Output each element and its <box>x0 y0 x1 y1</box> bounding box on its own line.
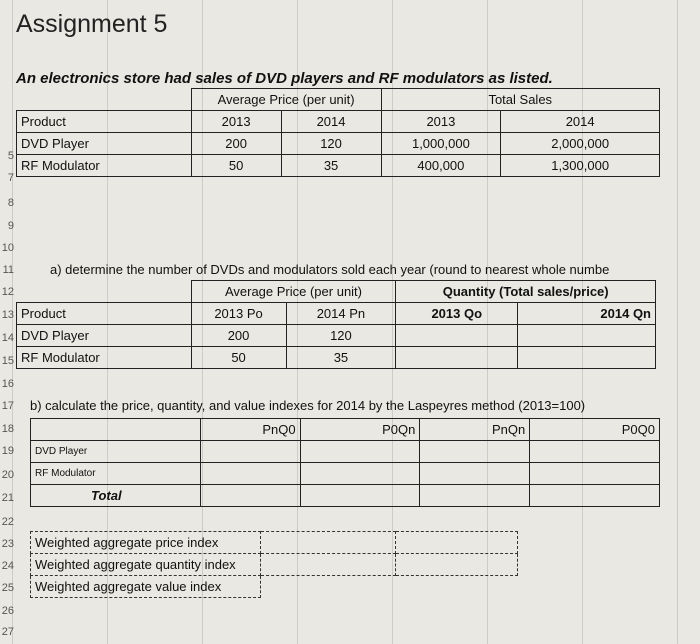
table-row <box>31 532 518 554</box>
p0q0-header[interactable]: P0Q0 <box>530 419 660 441</box>
quantity-table <box>16 280 656 369</box>
year-header[interactable]: 2014 <box>281 111 381 133</box>
table-row <box>31 554 518 576</box>
p0qn-header[interactable]: P0Qn <box>300 419 420 441</box>
index-cell[interactable] <box>396 554 518 576</box>
product-header[interactable]: Product <box>17 111 192 133</box>
row-number[interactable]: 21 <box>1 492 14 504</box>
table-row <box>31 463 660 485</box>
index-cell[interactable] <box>396 576 518 598</box>
index-label[interactable]: Weighted aggregate quantity index <box>31 554 261 576</box>
row-number[interactable]: 23 <box>1 538 14 550</box>
value-cell[interactable] <box>420 463 530 485</box>
value-cell[interactable] <box>420 485 530 507</box>
row-number[interactable]: 7 <box>7 172 14 184</box>
row-number[interactable]: 5 <box>7 150 14 162</box>
price-cell[interactable]: 50 <box>191 155 281 177</box>
row-number[interactable]: 8 <box>7 197 14 209</box>
index-cell[interactable] <box>260 554 396 576</box>
row-number[interactable]: 17 <box>1 400 14 412</box>
index-label[interactable]: Weighted aggregate value index <box>31 576 261 598</box>
total-label[interactable]: Total <box>31 485 201 507</box>
row-number[interactable]: 18 <box>1 423 14 435</box>
sales-table <box>16 88 660 177</box>
product-cell[interactable]: DVD Player <box>17 133 192 155</box>
table-row <box>17 347 656 369</box>
row-number[interactable]: 12 <box>1 286 14 298</box>
table-row <box>17 155 660 177</box>
product-cell[interactable]: RF Modulator <box>17 347 192 369</box>
row-number[interactable]: 14 <box>1 332 14 344</box>
pn-cell[interactable]: 35 <box>286 347 396 369</box>
table-row <box>31 485 660 507</box>
table-row <box>17 325 656 347</box>
product-cell[interactable]: DVD Player <box>17 325 192 347</box>
laspeyres-table <box>30 418 660 507</box>
row-number[interactable]: 9 <box>7 220 14 232</box>
year-header[interactable]: 2014 <box>501 111 660 133</box>
product-header[interactable]: Product <box>17 303 192 325</box>
value-cell[interactable] <box>530 441 660 463</box>
qn-cell[interactable] <box>518 347 656 369</box>
pnq0-header[interactable]: PnQ0 <box>200 419 300 441</box>
row-number[interactable]: 13 <box>1 309 14 321</box>
value-cell[interactable] <box>420 441 530 463</box>
avg-price-header[interactable]: Average Price (per unit) <box>191 281 396 303</box>
part-a-prompt[interactable]: a) determine the number of DVDs and modulators sold each year (round to nearest whole numbe <box>50 262 610 277</box>
qn-cell[interactable] <box>518 325 656 347</box>
table-row <box>17 133 660 155</box>
table-row <box>31 441 660 463</box>
index-cell[interactable] <box>260 576 396 598</box>
page-title[interactable]: Assignment 5 <box>16 10 168 38</box>
qn-header[interactable]: 2014 Qn <box>518 303 656 325</box>
blank-header[interactable] <box>31 419 201 441</box>
row-number[interactable]: 19 <box>1 445 14 457</box>
row-number[interactable]: 22 <box>1 516 14 528</box>
row-number[interactable]: 24 <box>1 560 14 572</box>
avg-price-header[interactable]: Average Price (per unit) <box>191 89 381 111</box>
index-table <box>30 531 518 598</box>
total-sales-header[interactable]: Total Sales <box>381 89 660 111</box>
price-cell[interactable]: 35 <box>281 155 381 177</box>
quantity-header[interactable]: Quantity (Total sales/price) <box>396 281 656 303</box>
row-number[interactable]: 26 <box>1 605 14 617</box>
row-number[interactable]: 27 <box>1 626 14 638</box>
row-number[interactable]: 10 <box>1 242 14 254</box>
row-number[interactable]: 11 <box>2 264 14 276</box>
row-number[interactable]: 15 <box>1 355 14 367</box>
value-cell[interactable] <box>200 463 300 485</box>
value-cell[interactable] <box>300 441 420 463</box>
sales-cell[interactable]: 1,300,000 <box>501 155 660 177</box>
table-row <box>31 576 518 598</box>
qo-header[interactable]: 2013 Qo <box>396 303 518 325</box>
pnqn-header[interactable]: PnQn <box>420 419 530 441</box>
index-cell[interactable] <box>260 532 396 554</box>
index-cell[interactable] <box>396 532 518 554</box>
year-header[interactable]: 2013 <box>191 111 281 133</box>
value-cell[interactable] <box>300 463 420 485</box>
sales-cell[interactable]: 2,000,000 <box>501 133 660 155</box>
row-number[interactable]: 25 <box>1 582 14 594</box>
po-header[interactable]: 2013 Po <box>191 303 286 325</box>
sales-cell[interactable]: 1,000,000 <box>381 133 501 155</box>
product-cell[interactable]: RF Modulator <box>31 463 201 485</box>
po-cell[interactable]: 50 <box>191 347 286 369</box>
value-cell[interactable] <box>300 485 420 507</box>
part-b-prompt[interactable]: b) calculate the price, quantity, and value indexes for 2014 by the Laspeyres method (2013=100) <box>30 398 586 413</box>
value-cell[interactable] <box>200 441 300 463</box>
price-cell[interactable]: 200 <box>191 133 281 155</box>
year-header[interactable]: 2013 <box>381 111 501 133</box>
po-cell[interactable]: 200 <box>191 325 286 347</box>
qo-cell[interactable] <box>396 347 518 369</box>
intro-text[interactable]: An electronics store had sales of DVD players and RF modulators as listed. <box>16 70 553 87</box>
row-number[interactable]: 20 <box>1 469 14 481</box>
product-cell[interactable]: DVD Player <box>31 441 201 463</box>
qo-cell[interactable] <box>396 325 518 347</box>
pn-cell[interactable]: 120 <box>286 325 396 347</box>
sales-cell[interactable]: 400,000 <box>381 155 501 177</box>
pn-header[interactable]: 2014 Pn <box>286 303 396 325</box>
value-cell[interactable] <box>530 485 660 507</box>
value-cell[interactable] <box>530 463 660 485</box>
row-number[interactable]: 16 <box>1 378 14 390</box>
index-label[interactable]: Weighted aggregate price index <box>31 532 261 554</box>
product-cell[interactable]: RF Modulator <box>17 155 192 177</box>
value-cell[interactable] <box>200 485 300 507</box>
price-cell[interactable]: 120 <box>281 133 381 155</box>
